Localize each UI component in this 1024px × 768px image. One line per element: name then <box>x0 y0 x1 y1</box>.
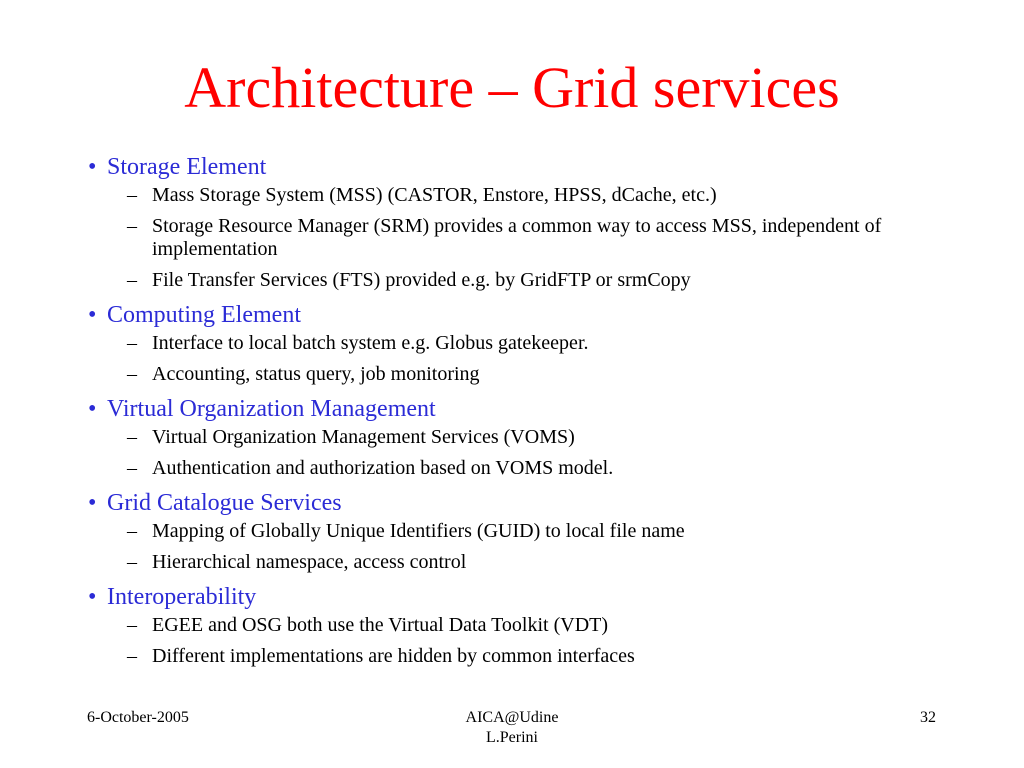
list-item <box>88 363 948 386</box>
section-computing-element <box>88 300 948 386</box>
list-item-text: Storage Resource Manager (SRM) provides a common way to access MSS, independent of implementation <box>152 215 882 260</box>
dash-icon: – <box>127 426 137 448</box>
section-heading-text: Grid Catalogue Services <box>107 490 342 516</box>
section-heading <box>88 394 948 424</box>
page-number: 32 <box>920 709 936 726</box>
bullet-icon: • <box>88 154 97 180</box>
section-heading <box>88 582 948 612</box>
sub-list <box>88 184 948 292</box>
dash-icon: – <box>127 332 137 354</box>
list-item-text: Different implementations are hidden by common interfaces <box>152 645 635 667</box>
dash-icon: – <box>127 215 137 237</box>
list-item-text: Interface to local batch system e.g. Globus gatekeeper. <box>152 332 589 354</box>
section-grid-catalogue-services <box>88 488 948 574</box>
bullet-icon: • <box>88 490 97 516</box>
section-heading-text: Storage Element <box>107 154 267 180</box>
footer-center <box>412 708 612 748</box>
sub-list <box>88 332 948 386</box>
list-item <box>88 426 948 449</box>
dash-icon: – <box>127 363 137 385</box>
sub-list <box>88 520 948 574</box>
section-heading-text: Computing Element <box>107 302 301 328</box>
section-heading-text: Virtual Organization Management <box>107 396 436 422</box>
footer-date: 6-October-2005 <box>87 709 189 726</box>
section-heading <box>88 152 948 182</box>
list-item-text: File Transfer Services (FTS) provided e.g. by GridFTP or srmCopy <box>152 269 691 291</box>
list-item-text: Hierarchical namespace, access control <box>152 551 467 573</box>
slide-title: Architecture – Grid services <box>184 55 840 120</box>
bullet-icon: • <box>88 396 97 422</box>
footer-venue: AICA@Udine <box>465 709 559 726</box>
section-storage-element <box>88 152 948 292</box>
list-item-text: Virtual Organization Management Services (VOMS) <box>152 426 575 448</box>
dash-icon: – <box>127 457 137 479</box>
section-heading <box>88 488 948 518</box>
sub-list <box>88 614 948 668</box>
list-item <box>88 269 948 292</box>
list-item <box>88 215 948 261</box>
section-interoperability <box>88 582 948 668</box>
dash-icon: – <box>127 645 137 667</box>
list-item <box>88 645 948 668</box>
list-item-text: Authentication and authorization based on VOMS model. <box>152 457 614 479</box>
section-heading <box>88 300 948 330</box>
list-item <box>88 520 948 543</box>
footer-author: L.Perini <box>486 729 538 746</box>
dash-icon: – <box>127 551 137 573</box>
bullet-icon: • <box>88 584 97 610</box>
list-item <box>88 551 948 574</box>
list-item-text: Mass Storage System (MSS) (CASTOR, Enstore, HPSS, dCache, etc.) <box>152 184 717 206</box>
list-item <box>88 184 948 207</box>
dash-icon: – <box>127 269 137 291</box>
sub-list <box>88 426 948 480</box>
list-item-text: EGEE and OSG both use the Virtual Data Toolkit (VDT) <box>152 614 609 636</box>
slide-content <box>88 152 948 676</box>
list-item-text: Accounting, status query, job monitoring <box>152 363 480 385</box>
list-item <box>88 457 948 480</box>
list-item <box>88 332 948 355</box>
section-heading-text: Interoperability <box>107 584 257 610</box>
dash-icon: – <box>127 184 137 206</box>
dash-icon: – <box>127 520 137 542</box>
list-item <box>88 614 948 637</box>
list-item-text: Mapping of Globally Unique Identifiers (GUID) to local file name <box>152 520 685 542</box>
dash-icon: – <box>127 614 137 636</box>
bullet-icon: • <box>88 302 97 328</box>
section-virtual-organization-management <box>88 394 948 480</box>
